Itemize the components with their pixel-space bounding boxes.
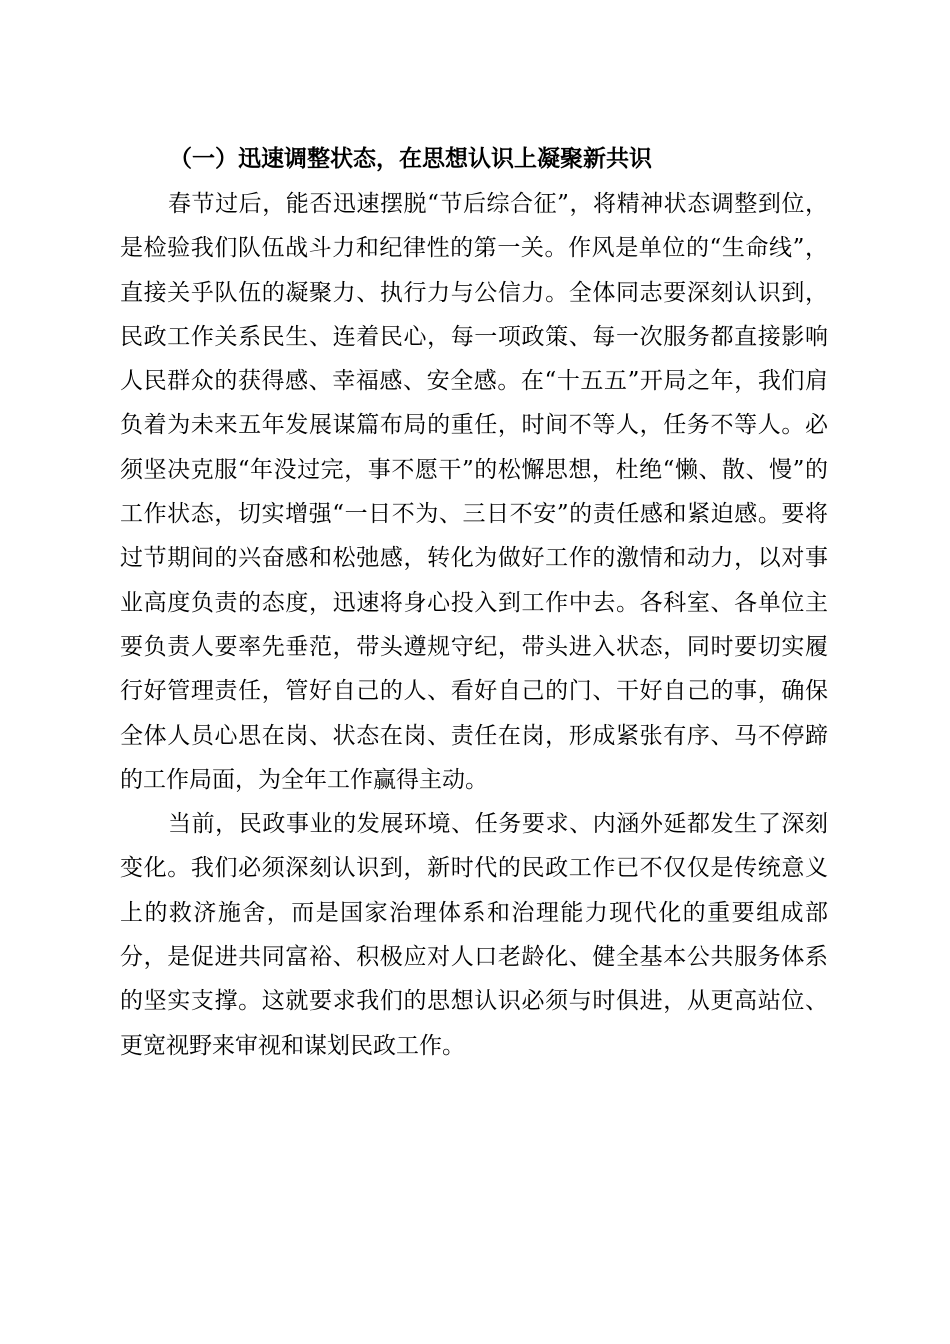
body-text (120, 182, 828, 1068)
section-heading: （一）迅速调整状态，在思想认识上凝聚新共识 (169, 145, 652, 172)
paragraph-2: 当前，民政事业的发展环境、任务要求、内涵外延都发生了深刻变化。我们必须深刻认识到，新时代的民政工作已不仅仅是传统意义上的救济施舍，而是国家治理体系和治理能力现代化的重要组成部分，是促进共同富裕、积极应对人口老龄化、健全基本公共服务体系的坚实支撑。这就要求我们的思想认识必须与时俱进，从更高站位、更宽视野来审视和谋划民政工作。 (120, 811, 828, 1059)
paragraph-1: 春节过后，能否迅速摆脱“节后综合征”，将精神状态调整到位，是检验我们队伍战斗力和纪律性的第一关。作风是单位的“生命线”，直接关乎队伍的凝聚力、执行力与公信力。全体同志要深刻认识到，民政工作关系民生、连着民心，每一项政策、每一次服务都直接影响人民群众的获得感、幸福感、安全感。在“十五五”开局之年，我们肩负着为未来五年发展谋篇布局的重任，时间不等人，任务不等人。必须坚决克服“年没过完，事不愿干”的松懈思想，杜绝“懒、散、慢”的工作状态，切实增强“一日不为、三日不安”的责任感和紧迫感。要将过节期间的兴奋感和松弛感，转化为做好工作的激情和动力，以对事业高度负责的态度，迅速将身心投入到工作中去。各科室、各单位主要负责人要率先垂范，带头遵规守纪，带头进入状态，同时要切实履行好管理责任，管好自己的人、看好自己的门、干好自己的事，确保全体人员心思在岗、状态在岗、责任在岗，形成紧张有序、马不停蹄的工作局面，为全年工作赢得主动。 (120, 191, 828, 793)
